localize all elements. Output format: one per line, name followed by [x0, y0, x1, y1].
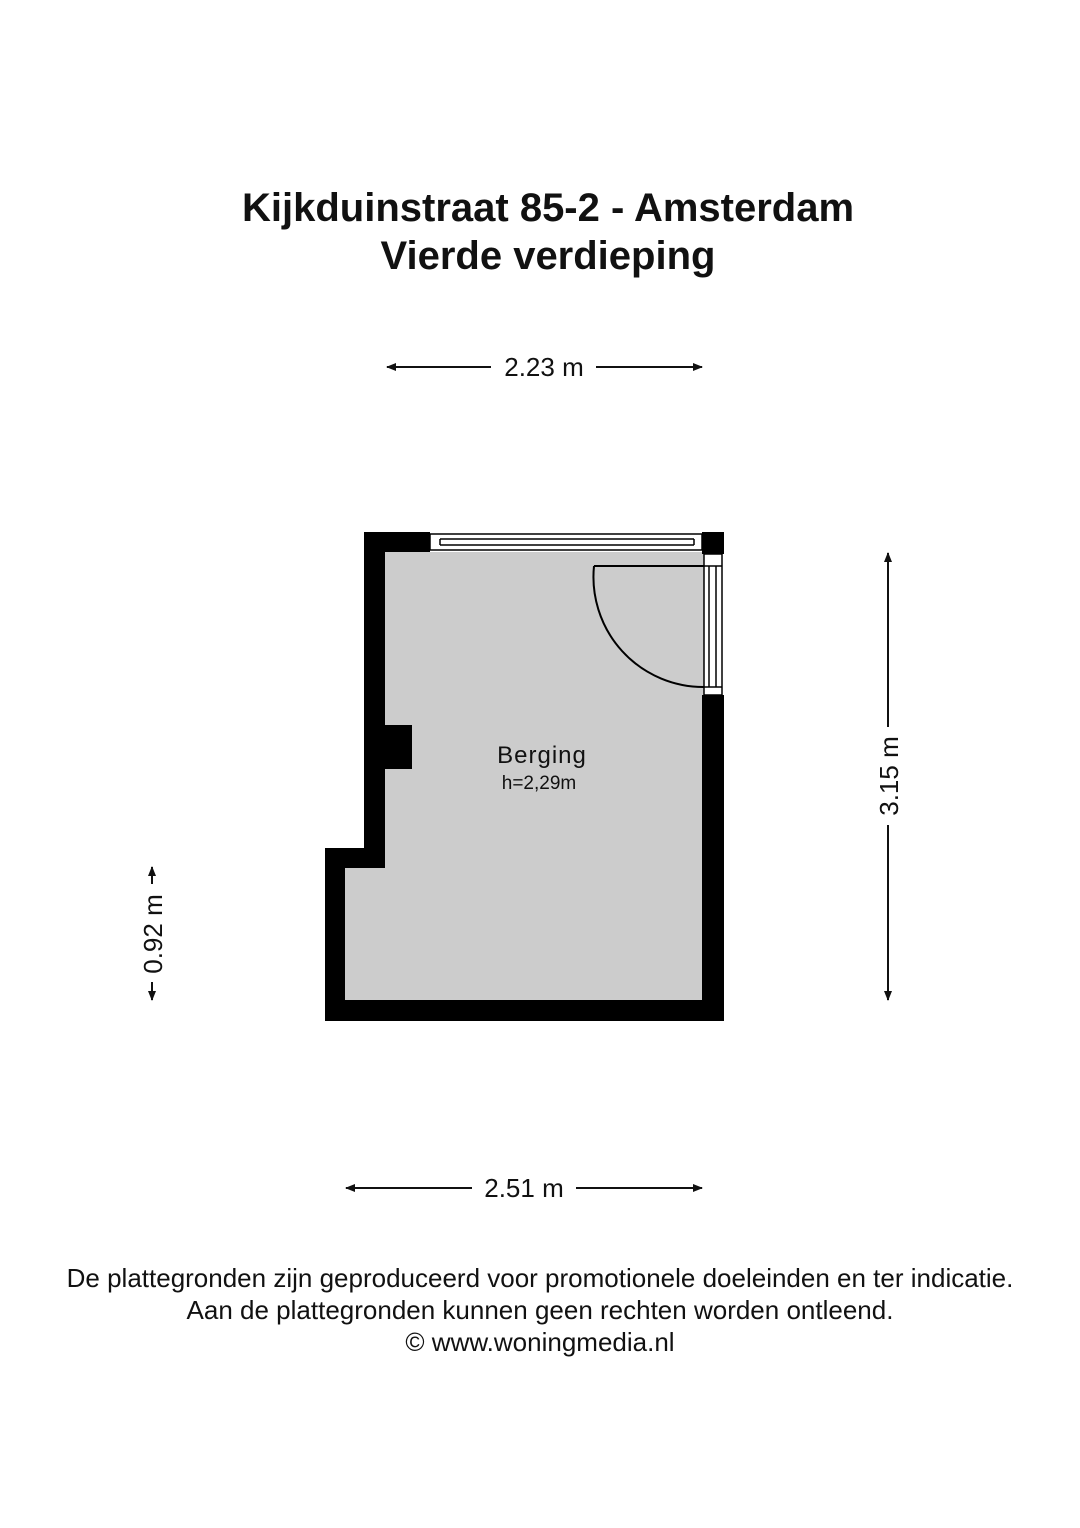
dimension-right [874, 553, 904, 1000]
dimension-right-label: 3.15 m [874, 736, 904, 816]
disclaimer-line-1: De plattegronden zijn geproduceerd voor promotionele doeleinden en ter indicatie. [66, 1263, 1014, 1293]
wall-top-right-pier [702, 532, 724, 554]
dimension-top-label: 2.23 m [504, 352, 584, 382]
wall-bottom [325, 1000, 724, 1021]
dimension-bottom [346, 1173, 702, 1203]
dimension-bottom-label: 2.51 m [484, 1173, 564, 1203]
window-top [430, 534, 702, 550]
wall-left-upper [364, 532, 385, 868]
disclaimer-line-2: Aan de plattegronden kunnen geen rechten worden ontleend. [186, 1295, 894, 1325]
door-frame-right [704, 554, 722, 695]
wall-right-lower [702, 695, 724, 1021]
dimension-left [138, 867, 168, 1000]
room-height: h=2,29m [501, 773, 577, 794]
room-name: Berging [497, 742, 587, 769]
floor-subtitle: Vierde verdieping [380, 234, 716, 278]
wall-left-lower [325, 848, 345, 1021]
page-title: Kijkduinstraat 85-2 - Amsterdam [241, 186, 855, 230]
copyright-link[interactable]: © www.woningmedia.nl [405, 1327, 675, 1357]
disclaimer [0, 1262, 1080, 1358]
wall-pillar [385, 725, 412, 769]
dimension-left-label: 0.92 m [138, 894, 168, 974]
dimension-top [387, 352, 702, 382]
